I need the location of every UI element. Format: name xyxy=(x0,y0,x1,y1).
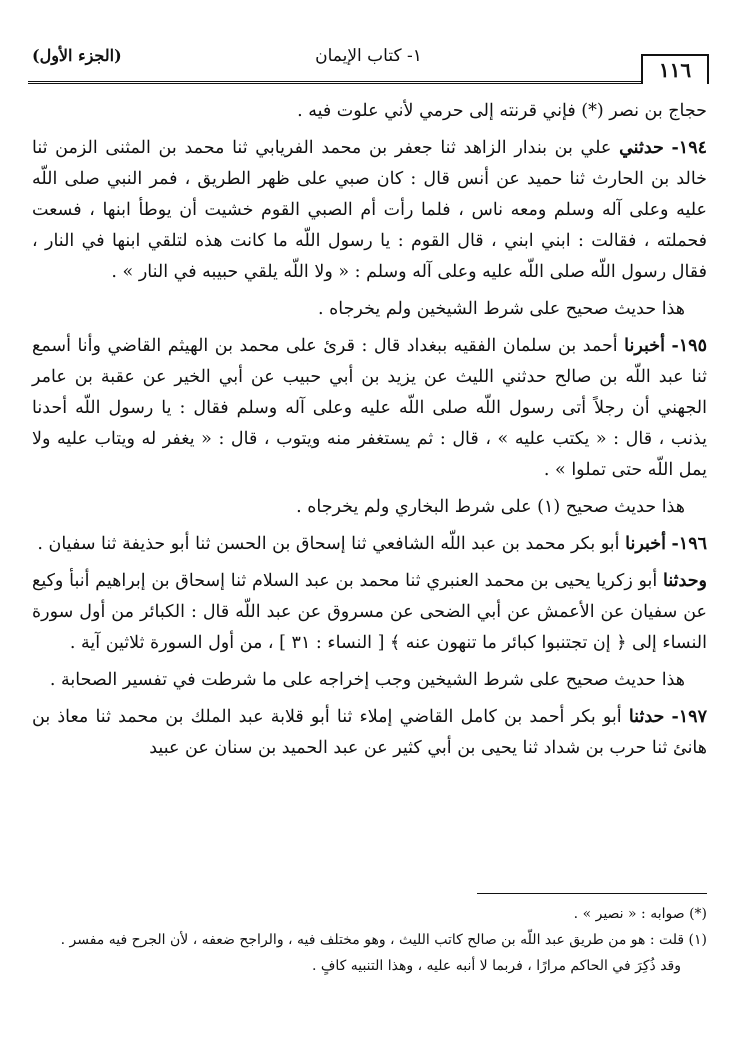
hadith-195 xyxy=(32,331,707,486)
hadith-197 xyxy=(32,702,707,764)
hadith-lead: أخبرنا xyxy=(625,534,666,554)
hadith-text: أبو زكريا يحيى بن محمد العنبري ثنا محمد بن عبد السلام ثنا إسحاق بن إبراهيم أنبأ وكيع عن سفيان عن الأعمش عن أبي الضحى عن مسروق عن عبد اللّه قال : الكبائر من أول سورة النساء إلى ﴿ إن تجتنبوا كبائر ما تنهون عنه ﴾ [ النساء : ٣١ ] ، من أول السورة ثلاثين آية . xyxy=(32,571,707,653)
footnote-divider xyxy=(477,893,707,894)
hadith-number: ١٩٤- xyxy=(671,138,707,158)
hadith-lead: حدثني xyxy=(619,138,664,158)
page-body xyxy=(32,96,707,770)
volume-label: (الجزء الأول) xyxy=(32,46,122,65)
hadith-lead: أخبرنا xyxy=(624,336,665,356)
hadith-number: ١٩٦- xyxy=(671,534,707,554)
hadith-text: أحمد بن سلمان الفقيه ببغداد قال : قرئ على محمد بن الهيثم القاضي وأنا أسمع ثنا عبد اللّه بن صالح حدثني الليث عن يزيد بن أبي حبيب عن أبي الخير عن عقبة بن عامر الجهني أن رجلاً أتى رسول اللّه صلى اللّه عليه وعلى آله وسلم فقال : يا رسول اللّه أحدنا يذنب ، قال : « يكتب عليه » ، قال : ثم يستغفر منه ويتوب ، قال : « يغفر له ويتاب عليه ولا يمل اللّه حتى تملوا » . xyxy=(32,336,707,480)
hadith-number: ١٩٧- xyxy=(671,707,707,727)
hadith-196 xyxy=(32,529,707,560)
hadith-text: أبو بكر محمد بن عبد اللّه الشافعي ثنا إسحاق بن الحسن ثنا أبو حذيفة ثنا سفيان . xyxy=(37,534,620,554)
header-rule xyxy=(28,81,643,84)
paragraph: حجاج بن نصر (*) فإني قرنته إلى حرمي لأني علوت فيه . xyxy=(297,101,707,121)
page-header xyxy=(28,36,709,84)
hadith-grading: هذا حديث صحيح على شرط الشيخين ولم يخرجاه . xyxy=(317,299,685,319)
hadith-grading: هذا حديث صحيح (١) على شرط البخاري ولم يخرجاه . xyxy=(296,497,685,517)
page-number: ١١٦ xyxy=(641,54,709,84)
hadith-grading: هذا حديث صحيح على شرط الشيخين وجب إخراجه على ما شرطت في تفسير الصحابة . xyxy=(49,670,685,690)
hadith-text: أبو بكر أحمد بن كامل القاضي إملاء ثنا أبو قلابة عبد الملك بن محمد ثنا معاذ بن هانئ ثنا حرب بن شداد ثنا يحيى بن أبي كثير عن عبد الحميد بن سنان عن عبيد xyxy=(32,707,707,758)
footnotes xyxy=(40,902,707,980)
chapter-title: ١- كتاب الإيمان xyxy=(315,46,422,66)
footnote: (*) صوابه : « نصير » . xyxy=(573,906,707,922)
footnote: وقد ذُكِرَ في الحاكم مرارًا ، فربما لا أنبه عليه ، وهذا التنبيه كافٍ . xyxy=(311,958,681,974)
hadith-lead: حدثنا xyxy=(628,707,665,727)
footnote: (١) قلت : هو من طريق عبد اللّه بن صالح كاتب الليث ، وهو مختلف فيه ، والراجح ضعفه ، لأن الجرح فيه مفسر . xyxy=(60,932,707,948)
hadith-text: علي بن بندار الزاهد ثنا جعفر بن محمد الفريابي ثنا محمد بن المثنى الزمن ثنا خالد بن الحارث ثنا حميد عن أنس قال : كان صبي على ظهر الطريق ، فمر النبي صلى اللّه عليه وعلى آله وسلم ومعه ناس ، فلما رأت أم الصبي القوم خشيت أن يوطأ ابنها ، فسعت فحملته ، فقالت : ابني ابني ، قال القوم : يا رسول اللّه ما كانت هذه لتلقي ابنها في النار ، فقال رسول اللّه صلى اللّه عليه وعلى آله وسلم : « ولا اللّه يلقي حبيبه في النار » . xyxy=(32,138,707,282)
hadith-196-second-chain xyxy=(32,566,707,659)
hadith-number: ١٩٥- xyxy=(671,336,707,356)
hadith-lead: وحدثنا xyxy=(663,571,707,591)
hadith-194 xyxy=(32,133,707,288)
